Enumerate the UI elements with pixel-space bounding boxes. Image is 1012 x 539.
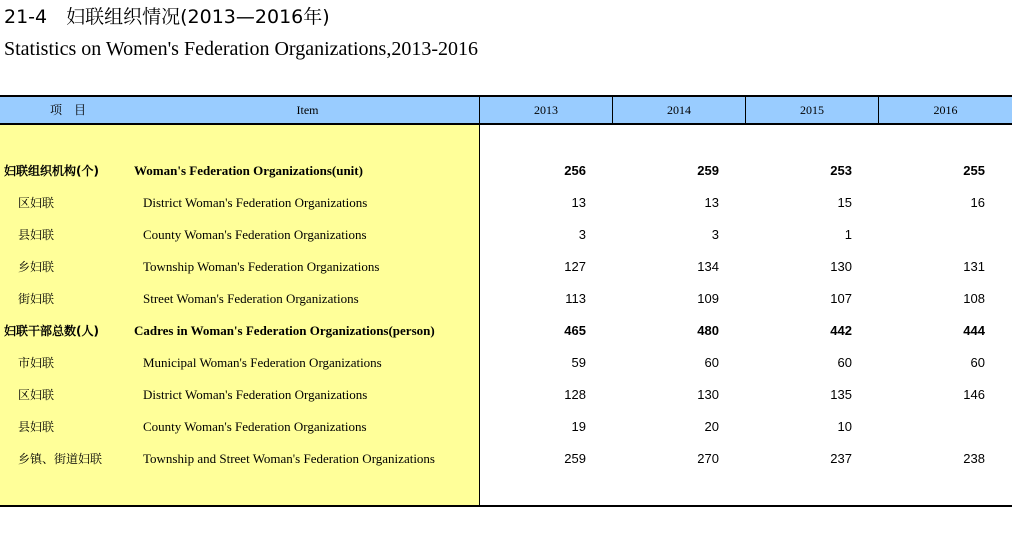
value-2013: 3 [578, 227, 586, 242]
value-2016: 108 [963, 291, 985, 306]
value-2014: 480 [697, 323, 719, 338]
value-2013: 59 [571, 355, 586, 370]
value-2016: 238 [963, 451, 985, 466]
value-2013: 128 [564, 387, 586, 402]
value-2013: 127 [564, 259, 586, 274]
table-row [0, 219, 1012, 251]
value-2014: 3 [711, 227, 719, 242]
value-2015: 15 [837, 195, 852, 210]
value-2013: 256 [564, 163, 586, 178]
value-2015: 10 [837, 419, 852, 434]
row-label-chinese: 妇联组织机构(个) [4, 164, 99, 178]
value-2014: 13 [704, 195, 719, 210]
value-2013: 13 [571, 195, 586, 210]
table-row [0, 443, 1012, 475]
value-2016: 146 [963, 387, 985, 402]
value-2016: 444 [963, 323, 985, 338]
table-row [0, 155, 1012, 187]
row-label-chinese: 乡妇联 [18, 260, 55, 274]
table-row [0, 251, 1012, 283]
table-bottom-rule [0, 505, 1012, 507]
row-label-english: Cadres in Woman's Federation Organizations(person) [134, 323, 435, 338]
value-2016: 255 [963, 163, 985, 178]
value-2015: 60 [837, 355, 852, 370]
statistics-table [0, 95, 1012, 507]
value-2013: 259 [564, 451, 586, 466]
header-year-2013: 2013 [534, 103, 558, 117]
row-label-english: Township Woman's Federation Organizations [143, 259, 380, 274]
row-label-chinese: 县妇联 [18, 420, 55, 434]
row-label-chinese: 区妇联 [18, 196, 55, 210]
header-divider [612, 97, 613, 123]
value-2014: 270 [697, 451, 719, 466]
row-label-english: District Woman's Federation Organizations [143, 195, 368, 210]
table-row [0, 283, 1012, 315]
row-label-english: Street Woman's Federation Organizations [143, 291, 359, 306]
row-label-chinese: 街妇联 [18, 292, 55, 306]
value-2015: 237 [830, 451, 852, 466]
page-title-chinese: 21-4 妇联组织情况(2013—2016年) [4, 6, 330, 28]
value-2016: 131 [963, 259, 985, 274]
row-label-chinese: 市妇联 [18, 356, 55, 370]
table-row [0, 411, 1012, 443]
header-item-chinese: 项 目 [49, 103, 86, 117]
row-label-english: Municipal Woman's Federation Organizations [143, 355, 382, 370]
value-2014: 134 [697, 259, 719, 274]
row-label-english: District Woman's Federation Organizations [143, 387, 368, 402]
value-2015: 107 [830, 291, 852, 306]
value-2015: 253 [830, 163, 852, 178]
row-label-english: County Woman's Federation Organizations [143, 419, 367, 434]
value-2016: 16 [970, 195, 985, 210]
value-2013: 465 [564, 323, 586, 338]
value-2015: 135 [830, 387, 852, 402]
page-title-english: Statistics on Women's Federation Organizations,2013-2016 [4, 38, 478, 60]
value-2013: 19 [571, 419, 586, 434]
row-label-chinese: 妇联干部总数(人) [4, 324, 99, 338]
value-2015: 130 [830, 259, 852, 274]
value-2015: 1 [844, 227, 852, 242]
value-2013: 113 [565, 291, 586, 306]
table-row [0, 187, 1012, 219]
value-2014: 259 [697, 163, 719, 178]
row-label-chinese: 乡镇、街道妇联 [18, 452, 103, 466]
row-label-english: County Woman's Federation Organizations [143, 227, 367, 242]
header-divider [745, 97, 746, 123]
table-row [0, 347, 1012, 379]
header-item-english: Item [296, 103, 319, 117]
table-row [0, 379, 1012, 411]
value-2014: 20 [704, 419, 719, 434]
value-2014: 60 [704, 355, 719, 370]
value-2015: 442 [830, 323, 852, 338]
table-header-row [0, 95, 1012, 125]
header-year-2015: 2015 [800, 103, 824, 117]
row-label-chinese: 区妇联 [18, 388, 55, 402]
header-year-2016: 2016 [933, 103, 958, 117]
header-divider [479, 97, 480, 123]
row-label-english: Woman's Federation Organizations(unit) [134, 163, 363, 178]
row-label-chinese: 县妇联 [18, 228, 55, 242]
table-row [0, 315, 1012, 347]
header-year-2014: 2014 [667, 103, 691, 117]
header-divider [878, 97, 879, 123]
value-2014: 109 [697, 291, 719, 306]
value-2014: 130 [697, 387, 719, 402]
value-2016: 60 [970, 355, 985, 370]
row-label-english: Township and Street Woman's Federation Organizations [143, 451, 435, 466]
